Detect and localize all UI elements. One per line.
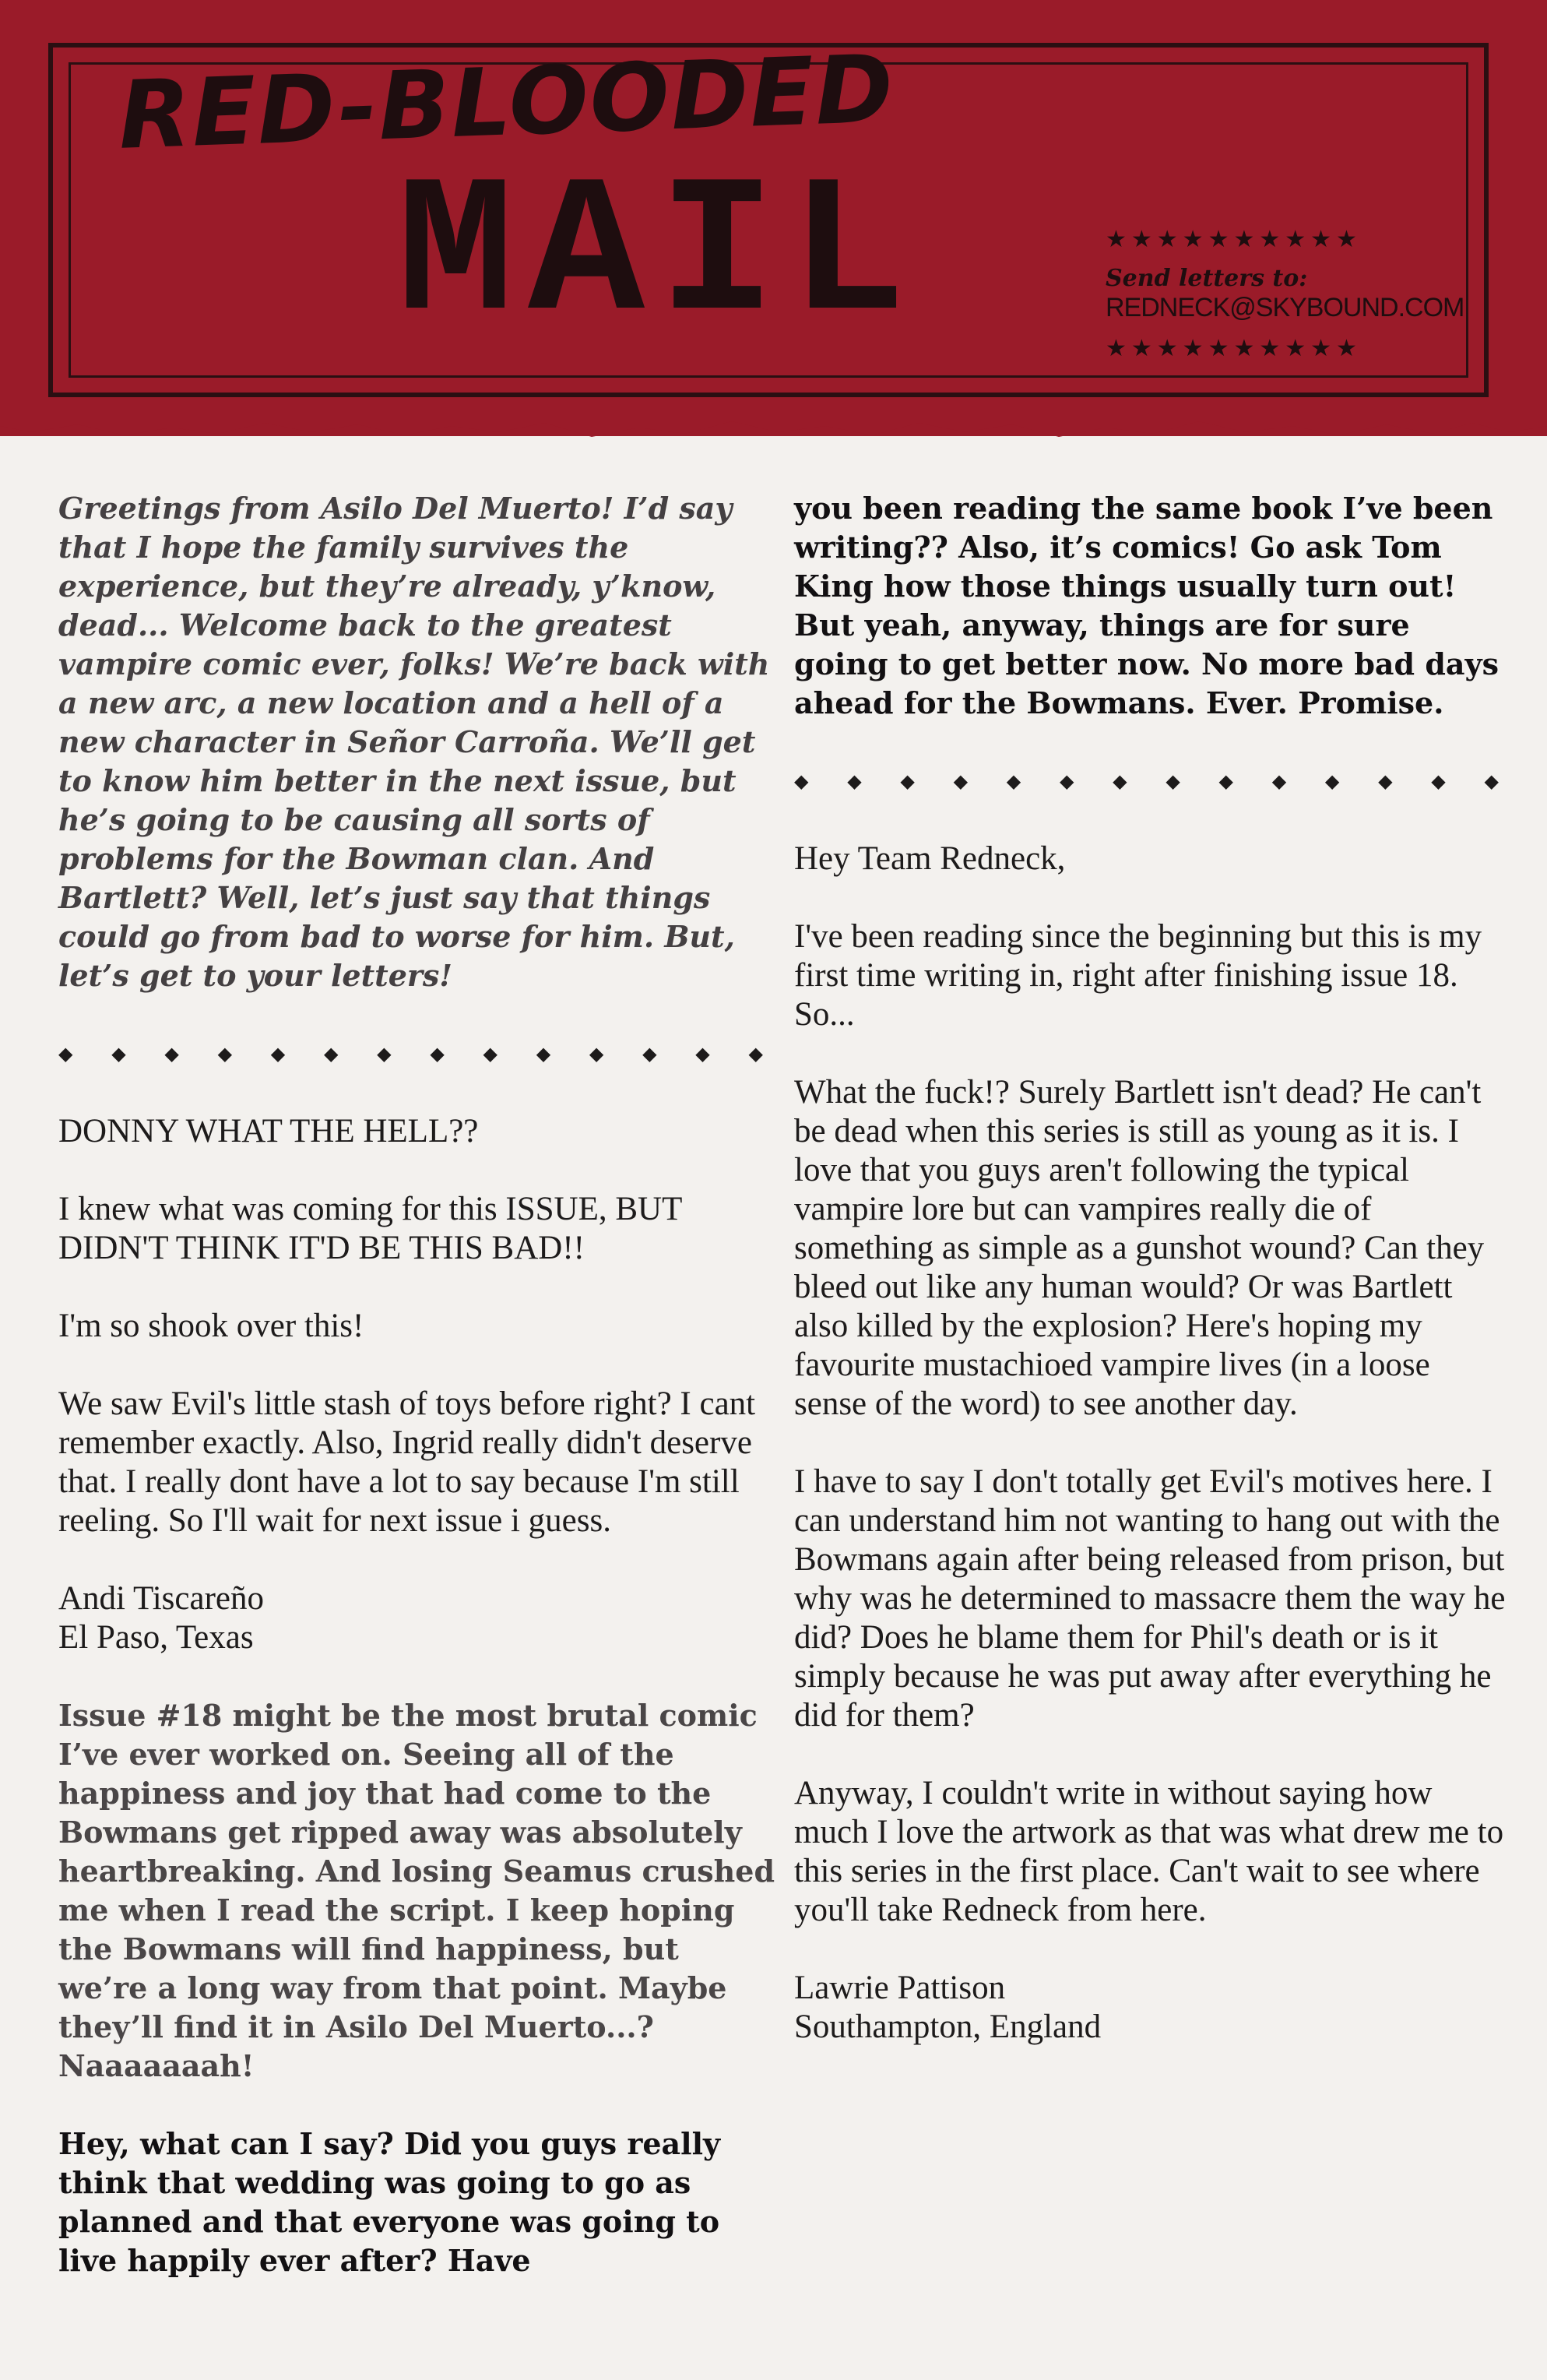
editor-reply: Hey, what can I say? Did you guys really think that wedding was going to go as planned and that everyone was going to live happily ever after? Have (58, 2126, 731, 2278)
letter-signature: Andi Tiscareño El Paso, Texas (58, 1580, 264, 1656)
letter-paragraph: Anyway, I couldn't write in without saying how much I love the artwork as that was what drew me to this series in the first place. Can't wait to see where you'll take Redneck from here. (794, 1775, 1512, 1928)
torn-edge (0, 409, 1547, 440)
letter-signature: Lawrie Pattison Southampton, England (794, 1970, 1102, 2045)
letter-paragraph: I've been reading since the beginning but this is my first time writing in, right after finishing issue 18. So... (794, 918, 1490, 1033)
letter-paragraph: DONNY WHAT THE HELL?? (58, 1113, 479, 1150)
letter-paragraph: I knew what was coming for this ISSUE, BUT DIDN'T THINK IT'D BE THIS BAD!! (58, 1191, 691, 1266)
section-divider: ◆ ◆ ◆ ◆ ◆ ◆ ◆ ◆ ◆ ◆ ◆ ◆ ◆ ◆ (794, 770, 1499, 792)
editor-intro: Greetings from Asilo Del Muerto! I’d say that I hope the family survives the experience, but they’re already, y’know, dead... Welcome back to the greatest vampire comic ever, folks! We’re back with a new arc, a new location and a hell of a new character in Señor Carroña. We’ll get to know him better in the next issue, but he’s going to be causing all sorts of problems for the Bowman clan. And Bartlett? Well, let’s just say that things could go from bad to worse for him. But, let’s get to your letters! (58, 491, 780, 993)
letter-paragraph: What the fuck!? Surely Bartlett isn't dead? He can't be dead when this series is still as young as it is. I love that you guys aren't following the typical vampire lore but can vampires really die of something as simple as a gunshot wound? Can they bleed out like any human would? Or was Bartlett also killed by the explosion? Here's hoping my favourite mustachioed vampire lives (in a loose sense of the word) to see another day. (794, 1074, 1493, 1422)
send-letters-email: REDNECK@SKYBOUND.COM (1106, 293, 1464, 322)
left-column (58, 489, 786, 2319)
header-banner (0, 0, 1547, 436)
letter-paragraph: I have to say I don't totally get Evil's motives here. I can understand him not wanting to hang out with the Bowmans again after being released from prison, but why was he determined to massacre them the way he did? Does he blame them for Phil's death or is it simply because he was put away after everything he did for them? (794, 1463, 1514, 1734)
stars-bottom: ★★★★★★★★★★ (1106, 335, 1362, 362)
letter-paragraph: I'm so shook over this! (58, 1308, 364, 1344)
send-letters-label: Send letters to: (1106, 265, 1308, 292)
title-mail: MAIL (397, 146, 921, 367)
letter-paragraph: Hey Team Redneck, (794, 840, 1066, 877)
section-divider: ◆ ◆ ◆ ◆ ◆ ◆ ◆ ◆ ◆ ◆ ◆ ◆ ◆ ◆ (58, 1043, 763, 1065)
editor-reply: Issue #18 might be the most brutal comic I’ve ever worked on. Seeing all of the happiness and joy that had come to the Bowmans get ripped away was absolutely heartbreaking. And losing Seamus crushed me when I read the script. I keep hoping the Bowmans will find happiness, but we’re a long way from that point. Maybe they’ll find it in Asilo Del Muerto...? Naaaaaaah! (58, 1698, 786, 2083)
right-column (794, 489, 1514, 2086)
editor-reply-continued: you been reading the same book I’ve been writing?? Also, it’s comics! Go ask Tom King how those things usually turn out! But yeah, anyway, things are for sure going to get better now. No more bad days ahead for the Bowmans. Ever. Promise. (794, 491, 1510, 720)
title-red-blooded: RED-BLOODED (117, 35, 897, 171)
stars-top: ★★★★★★★★★★ (1106, 226, 1362, 253)
letter-paragraph: We saw Evil's little stash of toys before right? I cant remember exactly. Also, Ingrid really didn't deserve that. I really dont have a lot to say because I'm still reeling. So I'll wait for next issue i guess. (58, 1385, 764, 1539)
